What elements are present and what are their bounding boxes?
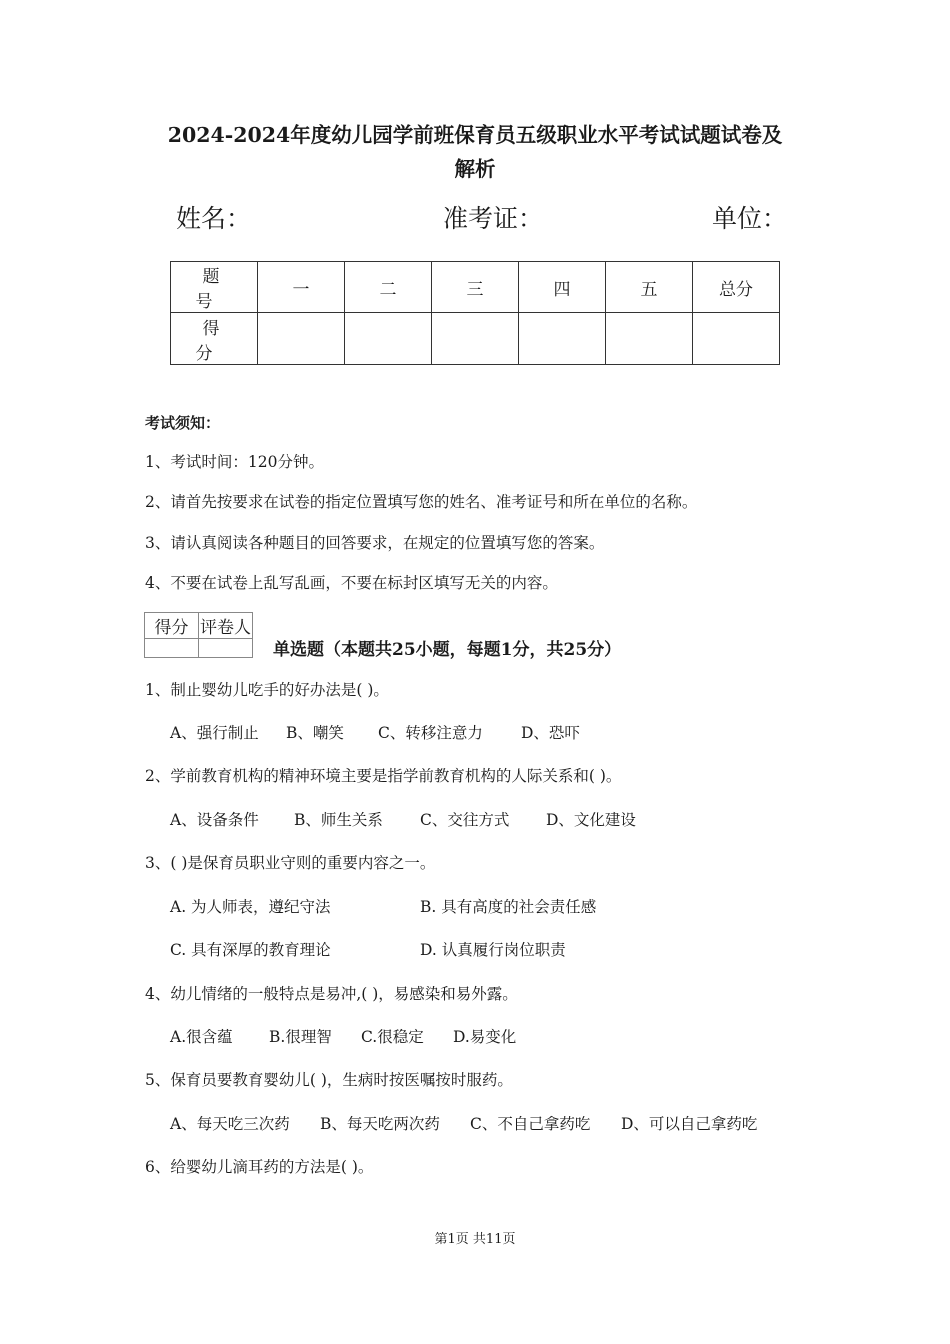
score-cell-4[interactable]	[519, 313, 606, 365]
name-label: 姓名：	[176, 204, 252, 233]
score-cell-3[interactable]	[432, 313, 519, 365]
question-5-option-a: A、每天吃三次药	[170, 1115, 290, 1133]
score-cell-5[interactable]	[606, 313, 693, 365]
score-column-3: 三	[432, 262, 519, 313]
score-cell-2[interactable]	[345, 313, 432, 365]
question-2-option-c: C、交往方式	[420, 811, 510, 829]
notice-item-3: 3、请认真阅读各种题目的回答要求，在规定的位置填写您的答案。	[145, 534, 605, 552]
question-6-stem: 6、给婴幼儿滴耳药的方法是( )。	[145, 1158, 374, 1176]
notice-item-1: 1、考试时间：120分钟。	[145, 453, 324, 471]
score-table-header-row	[171, 262, 780, 313]
page-footer: 第1页 共11页	[434, 1232, 516, 1247]
score-column-total: 总分	[693, 262, 780, 313]
score-row-label: 得 分	[171, 313, 258, 365]
question-4-option-c: C.很稳定	[361, 1028, 424, 1046]
score-column-2: 二	[345, 262, 432, 313]
question-5-option-b: B、每天吃两次药	[320, 1115, 440, 1133]
grader-box	[144, 612, 253, 658]
question-1-option-b: B、嘲笑	[286, 724, 344, 742]
question-3-option-c: C. 具有深厚的教育理论	[170, 941, 331, 959]
question-3-stem: 3、( )是保育员职业守则的重要内容之一。	[145, 854, 436, 872]
score-column-1: 一	[258, 262, 345, 313]
question-3-option-d: D. 认真履行岗位职责	[420, 941, 566, 959]
title-line-2: 解析	[454, 157, 496, 181]
score-cell-1[interactable]	[258, 313, 345, 365]
grader-name-cell[interactable]	[199, 639, 253, 658]
question-3-option-b: B. 具有高度的社会责任感	[420, 898, 597, 916]
question-5-option-d: D、可以自己拿药吃	[621, 1115, 758, 1133]
question-2-option-d: D、文化建设	[546, 811, 636, 829]
grader-score-label: 得分	[145, 613, 199, 639]
question-1-option-c: C、转移注意力	[378, 724, 483, 742]
exam-number-label: 准考证：	[443, 204, 544, 233]
score-table-score-row	[171, 313, 780, 365]
question-1-option-a: A、强行制止	[170, 724, 259, 742]
question-2-stem: 2、学前教育机构的精神环境主要是指学前教育机构的人际关系和( )。	[145, 767, 622, 785]
score-column-5: 五	[606, 262, 693, 313]
notice-title: 考试须知：	[145, 414, 221, 432]
question-3-option-a: A. 为人师表，遵纪守法	[170, 898, 331, 916]
grader-score-cell[interactable]	[145, 639, 199, 658]
score-cell-total[interactable]	[693, 313, 780, 365]
question-2-option-b: B、师生关系	[294, 811, 383, 829]
document-title	[120, 118, 830, 186]
question-5-stem: 5、保育员要教育婴幼儿( )，生病时按医嘱按时服药。	[145, 1071, 513, 1089]
question-number-label: 题 号	[171, 262, 258, 313]
question-4-option-b: B.很理智	[269, 1028, 332, 1046]
notice-item-2: 2、请首先按要求在试卷的指定位置填写您的姓名、准考证号和所在单位的名称。	[145, 493, 698, 511]
score-table	[170, 261, 780, 365]
grader-name-label: 评卷人	[199, 613, 253, 639]
question-4-option-a: A.很含蕴	[170, 1028, 233, 1046]
score-column-4: 四	[519, 262, 606, 313]
section-heading: 单选题（本题共25小题，每题1分，共25分）	[273, 640, 622, 660]
question-4-stem: 4、幼儿情绪的一般特点是易冲,( )，易感染和易外露。	[145, 985, 518, 1003]
question-5-option-c: C、不自己拿药吃	[470, 1115, 591, 1133]
question-1-stem: 1、制止婴幼儿吃手的好办法是( )。	[145, 681, 389, 699]
title-line-1: 2024-2024年度幼儿园学前班保育员五级职业水平考试试题试卷及	[167, 123, 783, 147]
unit-label: 单位：	[712, 204, 788, 233]
question-2-option-a: A、设备条件	[170, 811, 259, 829]
question-1-option-d: D、恐吓	[521, 724, 580, 742]
question-4-option-d: D.易变化	[453, 1028, 517, 1046]
notice-item-4: 4、不要在试卷上乱写乱画，不要在标封区填写无关的内容。	[145, 574, 558, 592]
